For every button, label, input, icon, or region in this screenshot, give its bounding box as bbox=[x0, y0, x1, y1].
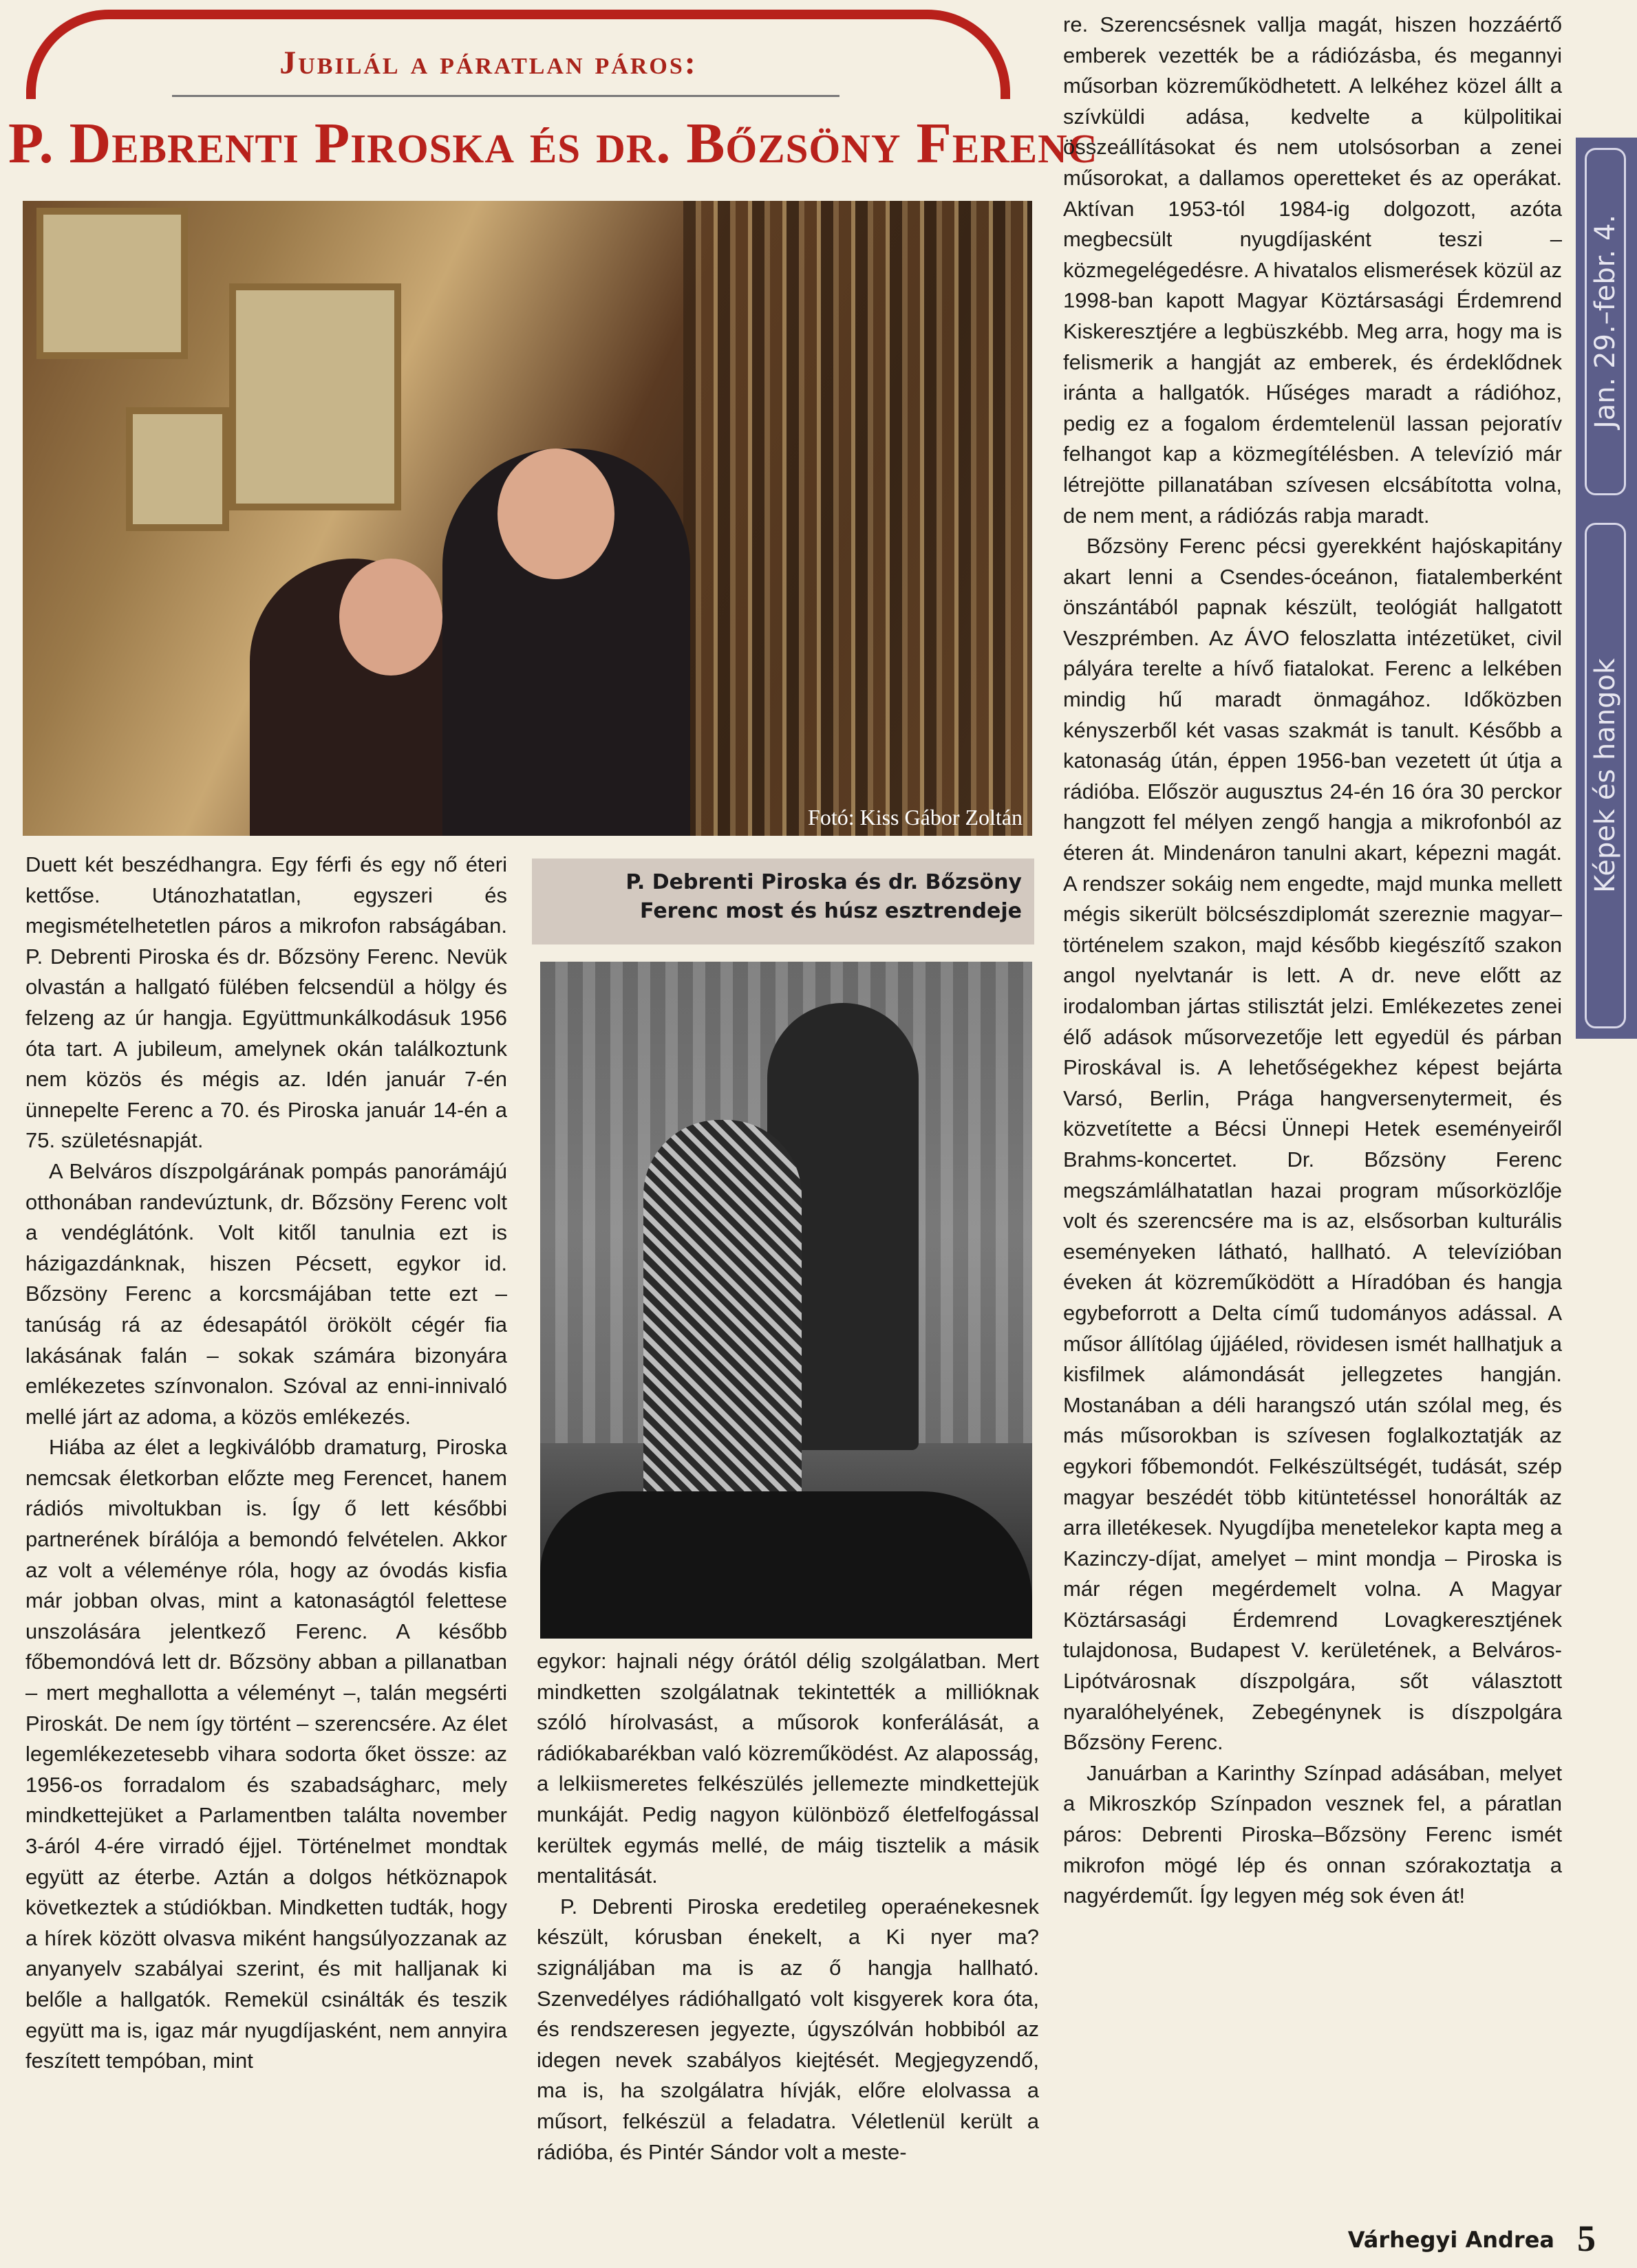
woman-figure bbox=[643, 1120, 802, 1505]
paragraph: re. Szerencsésnek vallja magát, hiszen hozzáértő emberek vezették be a rádiózásba, és megannyi műsorban közreműködhetett. A lelkéhez közel állt a szívküldi adása, kedvelte a külpolitikai összeállításokat és nem utolsósorban a zenei műsorokat, a dallamos operetteket és az operákat. Aktívan 1953-tól 1984-ig dolgozott, azóta megbecsült nyugdíjasként teszi – közmegelégedésre. A hivatalos elismerések közül az 1998-ban kapott Magyar Köztársasági Érdemrend Kiskeresztjére a legbüszkébb. Meg arra, hogy ma is felismerik a hangját az emberek, és érdeklődnek iránta a hallgatók. Hűséges maradt a rádióhoz, pedig ez a fogalom érdemtelenül lassan pejoratív felhangot kap a közmegítélésben. A televízió már létrejötte pillanatában szívesen elcsábította volna, de nem ment, a rádiózás rabja maradt. bbox=[1063, 12, 1562, 528]
photo-credit: Fotó: Kiss Gábor Zoltán bbox=[808, 805, 1023, 830]
wall-painting bbox=[229, 283, 401, 510]
kicker-divider bbox=[172, 95, 839, 97]
article-column-3 bbox=[1063, 10, 1562, 1912]
paragraph: Duett két beszédhangra. Egy férfi és egy nő éteri kettőse. Utánozhatatlan, egyszeri és megismételhetetlen páros a mikrofon rabságában. P. Debrenti Piroska és dr. Bőzsöny Ferenc. Nevük olvastán a hallgató fülében felcsendül a hölgy és felzeng az úr hangja. Együttmunkálkodásuk 1956 óta tart. A jubileum, amelynek okán találkoztunk nem közös és mégis az. Idén január 7-én ünnepelte Ferenc a 70. és Piroska január 14-én a 75. születésnapját. bbox=[25, 852, 507, 1153]
wall-painting bbox=[36, 208, 188, 359]
wall-icon-painting bbox=[126, 407, 229, 531]
author-byline: Várhegyi Andrea bbox=[1347, 2227, 1554, 2253]
paragraph: Hiába az élet a legkiválóbb dramaturg, Piroska nemcsak életkorban előzte meg Ferencet, hanem rádiós mivoltukban is. Így ő lett későbbi partnerének bírálója a bemondó felvételen. Akkor az volt a véleménye róla, hogy az óvodás kisfia már jobban olvas, mint a katonaságtól felettese unszolására jelentkező Ferenc. A később főbemondóvá lett dr. Bőzsöny abban a pillanatban – mert meghallotta a véleményt –, talán megsérti Piroskát. De nem így történt – szerencsére. Az élet legemlékezetesebb vihara sodorta őket össze: az 1956-os forradalom és szabadságharc, mely mindkettejüket a Parlamentben találta november 3-áról 4-ére virradó éjjel. Történelmet mondtak együtt az éterbe. Aztán a dolgos hétköznapok következtek a stúdiókban. Mindketten tudták, hogy a hírek között olvasva miként hangsúlyozzanak az anyanyelv szabályai szerint, és mit halljanak ki belőle a hallgatók. Remekül csinálták és teszik együtt ma is, igaz már nyugdíjasként, nem annyira feszített tempóban, mint bbox=[25, 1435, 507, 2073]
paragraph: egykor: hajnali négy órától délig szolgálatban. Mert mindketten szolgálatnak tekintették a millióknak szóló hírolvasást, a műsorok konferálását, a rádiókabarékban való közreműködést. Az alaposság, a lelkiismeretes felkészülés jellemezte mindkettejük munkáját. Pedig nagyon különböző életfelfogással kerültek egymás mellé, de máig tisztelik a másik mentalitását. bbox=[537, 1649, 1039, 1888]
man-face bbox=[497, 449, 614, 579]
paragraph: Bőzsöny Ferenc pécsi gyerekként hajóskapitány akart lenni a Csendes-óceánon, fiatalemberként önszántából papnak készült, teológiát hallgatott Veszprémben. Az ÁVO feloszlatta intézetüket, civil pályára terelte a hívő fiatalokat. Ferenc a lelkében mindig hű maradt önmagához. Időközben kényszerből két vasas szakmát is tanult. Később a katonaság útán, éppen 1956-ban vezetett út útja a rádióba. Először augusztus 24-én 16 óra 30 perckor hangzott fel mélyen zengő hangja a mikrofonból az éteren át. Mindenáron tanulni akart, képezni magát. A rendszer sokáig nem engedte, majd munka mellett mégis sikerült bölcsészdiplomát szereznie magyar–történelem szakon, majd később kiegészítő szakon angol nyelvtanár is lett. A dr. neve előtt az irodalomban jártas stilisztát jelzi. Emlékezetes zenei élő adások műsorvezetője lett egyedül és párban Piroskával is. A lehetőségekhez képest bejárta Varsó, Berlin, Prága hangversenytermeit, és közvetítette a Bécsi Ünnepi Hetek eseményeiről Brahms-koncertet. Dr. Bőzsöny Ferenc megszámlálhatatlan hazai program műsorközlője volt és szerencsére ma is az, elsősorban kulturális eseményeken látható, hallható. A televízióban éveken át közreműködött a Híradóban és hangja egybeforrott a Delta című tudományos adással. A műsor állítólag újjáéled, rövidesen ismét hallhatjuk a kisfilmek alámondását jellegzetes hangján. Mostanában a déli harangszó után szólal meg, és más műsorokban is szívesen foglalkoztatják az egykori főbemondót. Felkészültségét, tudását, szép magyar beszédét több kitüntetéssel honorálták az arra illetékesek. Nyugdíjba menetelekor kapta meg a Kazinczy-díjat, amelyet – mint mondja – Piroska is már régen megérdemelt volna. A Magyar Köztársasági Érdemrend Lovagkeresztjének tulajdonosa, Budapest V. kerületének, a Belváros-Lipótvárosnak díszpolgára, sőt választott nyaralóhelyének, Zebegénynek is díszpolgára Bőzsöny Ferenc. bbox=[1063, 534, 1562, 1755]
woman-face bbox=[339, 559, 442, 676]
audience-silhouettes bbox=[540, 1491, 1032, 1639]
paragraph: Januárban a Karinthy Színpad adásában, melyet a Mikroszkóp Színpadon vesznek fel, a páratlan páros: Debrenti Piroska–Bőzsöny Ferenc ismét mikrofon mögé lép és onnan szórakoztatja a nagyérdeműt. Így legyen még sok éven át! bbox=[1063, 1760, 1562, 1908]
paragraph: P. Debrenti Piroska eredetileg operaénekesnek készült, kórusban énekelt, a Ki nyer ma? szignáljában ma is az ő hangja hallható. Szenvedélyes rádióhallgató volt kisgyerek kora óta, és rendszeresen jegyezte, úgyszólván hobbiból az idegen nevek szabályos kiejtését. Megjegyzendő, ma is, ha szolgálatra hívják, előre elolvassa a műsort, felkészül a feladatra. Véletlenül került a rádióba, és Pintér Sándor volt a meste- bbox=[537, 1894, 1039, 2164]
paragraph: A Belváros díszpolgárának pompás panorámájú otthonában randevúztunk, dr. Bőzsöny Ferenc volt a vendéglátónk. Volt kitől tanulnia ezt is házigazdánknak, hiszen Pécsett, egykor id. Bőzsöny Ferenc a korcsmájában tette ezt – tanúság rá az édesapától örökölt cégér fia lakásának falán – sokak számára bizonyára emlékezetes színvonalon. Szóval az enni-innivaló mellé járt az adoma, a közös emlékezés. bbox=[25, 1158, 507, 1429]
photo-caption: P. Debrenti Piroska és dr. Bőzsöny Ferenc most és húsz esztrendeje bbox=[532, 858, 1034, 944]
article-column-1 bbox=[25, 850, 507, 2077]
stage-bw-photo bbox=[540, 962, 1032, 1639]
article-column-2 bbox=[537, 1646, 1039, 2168]
page-number: 5 bbox=[1577, 2218, 1596, 2259]
article-kicker: Jubilál a páratlan páros: bbox=[279, 45, 698, 81]
couple-toast-photo bbox=[23, 201, 1032, 836]
section-label: Képek és hangok bbox=[1585, 523, 1626, 1028]
bookshelf bbox=[683, 201, 1027, 836]
issue-date-label: Jan. 29.–febr. 4. bbox=[1585, 148, 1626, 495]
article-headline: P. Debrenti Piroska és dr. Bőzsöny Ferenc bbox=[8, 111, 1098, 175]
